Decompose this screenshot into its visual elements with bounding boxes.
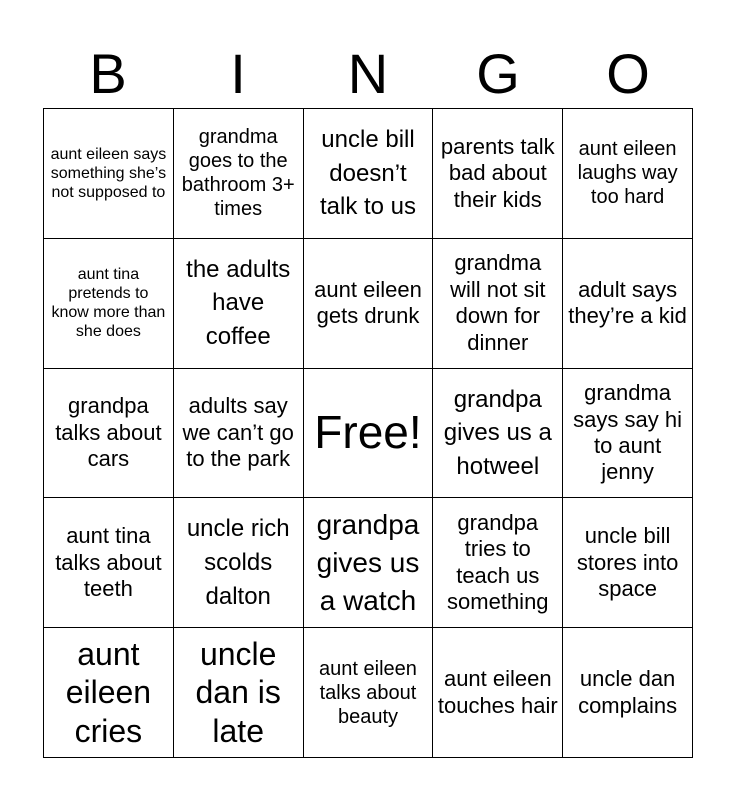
bingo-cell[interactable]: aunt eileen says something she’s not supposed to (44, 109, 174, 239)
bingo-cell[interactable]: grandpa talks about cars (44, 369, 174, 499)
bingo-cell[interactable]: uncle dan is late (174, 628, 304, 758)
bingo-cell[interactable]: grandma goes to the bathroom 3+ times (174, 109, 304, 239)
bingo-cell[interactable]: parents talk bad about their kids (433, 109, 563, 239)
bingo-cell[interactable]: aunt eileen talks about beauty (304, 628, 434, 758)
bingo-cell[interactable]: adults say we can’t go to the park (174, 369, 304, 499)
bingo-cell[interactable]: uncle rich scolds dalton (174, 498, 304, 628)
bingo-cell[interactable]: uncle bill stores into space (563, 498, 693, 628)
bingo-cell[interactable]: grandpa tries to teach us something (433, 498, 563, 628)
bingo-cell[interactable]: grandma says say hi to aunt jenny (563, 369, 693, 499)
bingo-header (43, 40, 693, 108)
bingo-cell[interactable]: aunt eileen touches hair (433, 628, 563, 758)
bingo-cell[interactable]: aunt tina talks about teeth (44, 498, 174, 628)
bingo-cell[interactable]: the adults have coffee (174, 239, 304, 369)
free-space[interactable]: Free! (304, 369, 434, 499)
bingo-cell[interactable]: aunt tina pretends to know more than she does (44, 239, 174, 369)
bingo-cell[interactable]: uncle bill doesn’t talk to us (304, 109, 434, 239)
header-letter-i: I (230, 42, 246, 105)
bingo-cell[interactable]: uncle dan complains (563, 628, 693, 758)
bingo-cell[interactable]: aunt eileen laughs way too hard (563, 109, 693, 239)
bingo-cell[interactable]: aunt eileen cries (44, 628, 174, 758)
bingo-board (43, 108, 693, 758)
header-letter-g: G (476, 42, 520, 105)
bingo-cell[interactable]: grandma will not sit down for dinner (433, 239, 563, 369)
header-letter-b: B (89, 42, 127, 105)
bingo-cell[interactable]: grandpa gives us a hotweel (433, 369, 563, 499)
header-letter-n: N (347, 42, 389, 105)
header-letter-o: O (606, 42, 650, 105)
bingo-cell[interactable]: grandpa gives us a watch (304, 498, 434, 628)
bingo-cell[interactable]: adult says they’re a kid (563, 239, 693, 369)
bingo-cell[interactable]: aunt eileen gets drunk (304, 239, 434, 369)
